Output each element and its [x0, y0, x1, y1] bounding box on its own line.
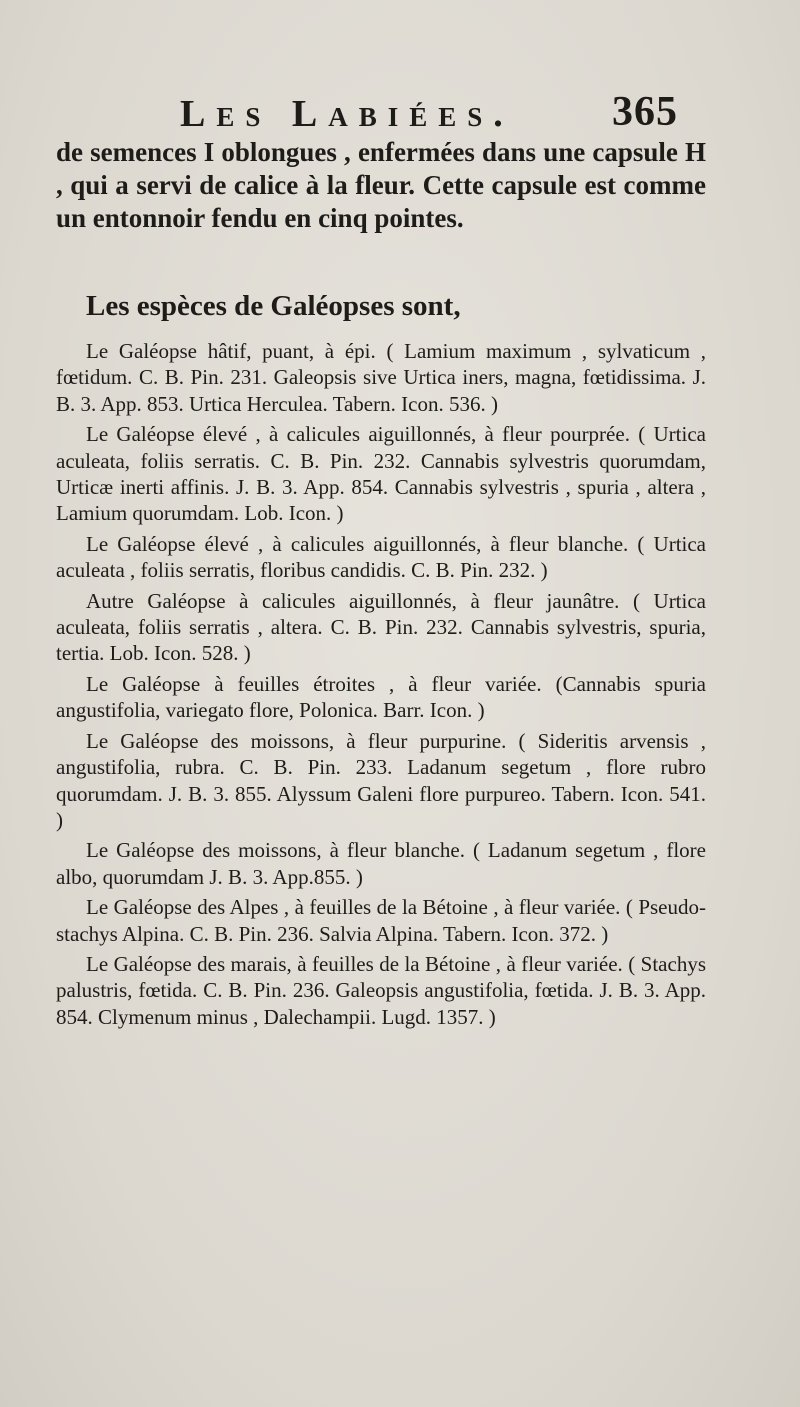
species-entry: Le Galéopse des marais, à feuilles de la Bétoine , à fleur variée. ( Stachys palustris, fœtida. C. B. Pin. 236. Galeopsis angustifolia, fœtida. J. B. 3. App. 854. Clymenum minus , Dalechampii. Lugd. 1357. )	[56, 951, 706, 1029]
species-entry: Le Galéopse des moissons, à fleur blanche. ( Ladanum segetum , flore albo, quorumdam J. B. 3. App.855. )	[56, 838, 706, 889]
species-entry: Le Galéopse à feuilles étroites , à fleur variée. (Cannabis spuria angustifolia, variegato flore, Polonica. Barr. Icon. )	[56, 671, 706, 723]
intro-text: de semences I oblongues , enfermées dans une capsule H , qui a servi de calice à la fleur. Cette capsule est comme un entonnoir fendu en cinq pointes.	[56, 137, 706, 233]
species-entry: Le Galéopse hâtif, puant, à épi. ( Lamium maximum , sylvaticum , fœtidum. C. B. Pin. 231. Galeopsis sive Urtica iners, magna, fœtidissima. J. B. 3. App. 853. Urtica Herculea. Tabern. Icon. 536. )	[56, 339, 706, 416]
species-list	[56, 338, 706, 1034]
section-heading: Les espèces de Galéopses sont,	[86, 290, 461, 322]
species-entry: Le Galéopse des moissons, à fleur purpurine. ( Sideritis arvensis , angustifolia, rubra. C. B. Pin. 233. Ladanum segetum , flore rubro quorumdam. J. B. 3. 855. Alyssum Galeni flore purpureo. Tabern. Icon. 541. )	[56, 728, 706, 832]
running-head: Les Labiées.	[180, 93, 514, 135]
species-entry: Le Galéopse élevé , à calicules aiguillonnés, à fleur blanche. ( Urtica aculeata , foliis serratis, floribus candidis. C. B. Pin. 232. )	[56, 531, 706, 583]
species-entry: Le Galéopse élevé , à calicules aiguillonnés, à fleur pourprée. ( Urtica aculeata, foliis serratis. C. B. Pin. 232. Cannabis sylvestris quorumdam, Urticæ inerti affinis. J. B. 3. App. 854. Cannabis sylvestris , spuria , altera , Lamium quorumdam. Lob. Icon. )	[56, 422, 706, 526]
species-entry: Le Galéopse des Alpes , à feuilles de la Bétoine , à fleur variée. ( Pseudo-stachys Alpina. C. B. Pin. 236. Salvia Alpina. Tabern. Icon. 372. )	[56, 895, 706, 946]
species-entry: Autre Galéopse à calicules aiguillonnés, à fleur jaunâtre. ( Urtica aculeata, foliis serratis , altera. C. B. Pin. 232. Cannabis sylvestris, spuria, tertia. Lob. Icon. 528. )	[56, 588, 706, 666]
page-header	[0, 88, 800, 138]
intro-paragraph	[56, 136, 706, 235]
page-number: 365	[612, 89, 678, 135]
